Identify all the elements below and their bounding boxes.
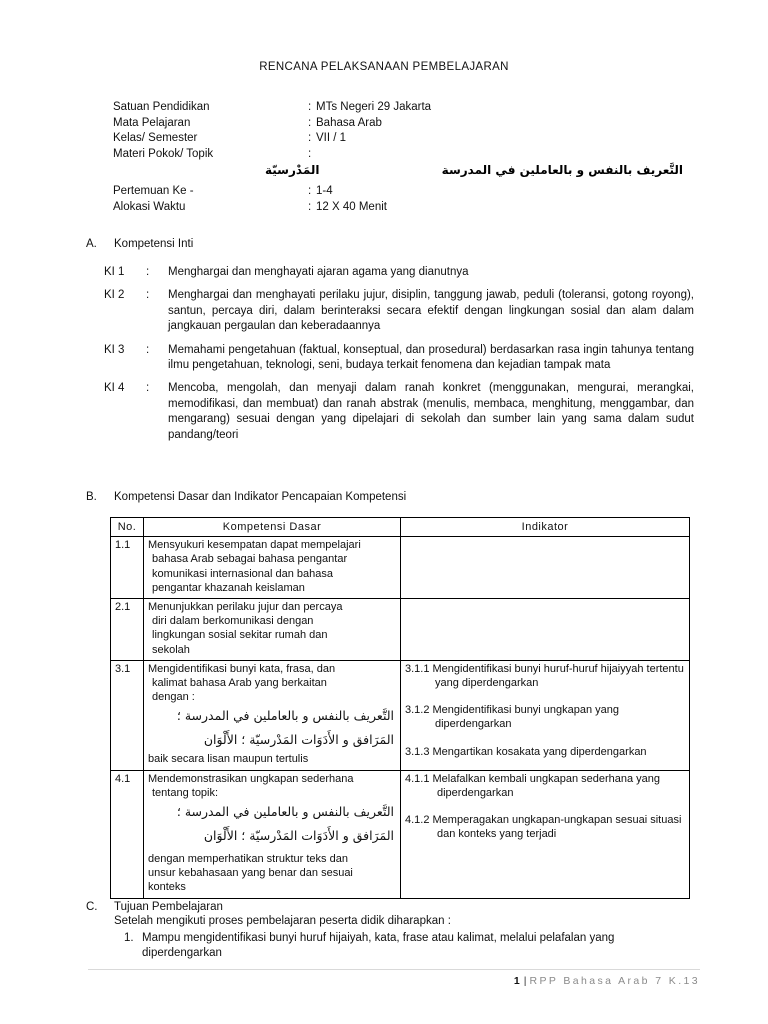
ki-colon: : (146, 289, 150, 302)
ki-code: KI 4 (104, 382, 125, 395)
kd-line: bahasa Arab sebagai bahasa pengantar (152, 553, 348, 566)
identity-value: VII / 1 (316, 132, 347, 144)
footer-page-number: 1 (513, 975, 520, 987)
indicator-item: 4.1.2 Memperagakan ungkapan-ungkapan sesuai situasi dan konteks yang terjadi (405, 814, 682, 841)
identity-colon: : (308, 116, 312, 129)
section-c-heading (86, 901, 696, 913)
identity-label: Materi Pokok/ Topik (113, 147, 214, 160)
ki-item (104, 381, 694, 443)
identity-row (113, 101, 693, 117)
list-item-index: 1. (124, 931, 134, 944)
indicator-item: 4.1.1 Melafalkan kembali ungkapan sederhana yang diperdengarkan (405, 772, 661, 799)
section-a-title: Kompetensi Inti (114, 238, 194, 250)
kd-line: dengan : (152, 691, 195, 704)
cell-indikator (401, 537, 690, 599)
cell-indikator (401, 660, 690, 770)
ki-item (104, 288, 694, 334)
page-title: RENCANA PELAKSANAAN PEMBELAJARAN (259, 61, 509, 73)
ki-code: KI 1 (104, 266, 125, 278)
section-c-letter: C. (86, 901, 98, 913)
cell-no: 1.1 (111, 537, 144, 599)
footer-separator: | (523, 975, 527, 987)
section-a-heading (86, 238, 686, 250)
identity-row (113, 132, 693, 148)
identity-label: Kelas/ Semester (113, 132, 198, 144)
table-header-row (111, 518, 690, 537)
kd-arabic-line: المَرَافق و الأَدَوَات المَدْرسيّة ؛ الأَلْوَان (203, 732, 394, 748)
identity-label: Pertemuan Ke - (113, 185, 194, 197)
section-b-heading (86, 491, 686, 503)
identity-label: Satuan Pendidikan (113, 101, 210, 113)
ki-text: Mencoba, mengolah, dan menyaji dalam ranah konkret (menggunakan, mengurai, merangkai, memodifikasi, dan membuat) dan ranah abstrak (menulis, membaca, menghitung, menggambar, dan mengarang) sesuai dengan yang dipelajari di sekolah dan sumber lain yang sama dalam sudut pandang/teori (168, 382, 694, 441)
indicator-item: 3.1.1 Mengidentifikasi bunyi huruf-huruf hijaiyyah tertentu yang diperdengarkan (405, 662, 684, 690)
ki-item (104, 343, 694, 374)
identity-value: MTs Negeri 29 Jakarta (316, 101, 432, 113)
kd-line: sekolah (152, 643, 190, 656)
identity-block (113, 101, 693, 216)
cell-kompetensi-dasar (144, 660, 401, 770)
materi-pokok-arabic-row (113, 163, 693, 185)
kompetensi-dasar-table-wrap (110, 517, 690, 899)
ki-text: Menghargai dan menghayati ajaran agama yang dianutnya (168, 266, 469, 278)
identity-value: 1-4 (316, 185, 333, 197)
identity-row (113, 185, 693, 201)
kd-arabic-line: المَرَافق و الأَدَوَات المَدْرسيّة ؛ الأَلْوَان (203, 828, 394, 844)
kd-line: dengan memperhatikan struktur teks dan (148, 853, 348, 866)
kd-line: lingkungan sosial sekitar rumah dan (152, 629, 328, 642)
spacer (86, 930, 114, 962)
footer-divider (88, 969, 700, 970)
identity-row (113, 148, 693, 164)
column-header-no: No. (111, 518, 144, 537)
kd-line: diri dalam berkomunikasi dengan (152, 615, 314, 628)
indicator-item: 3.1.3 Mengartikan kosakata yang diperdengarkan (405, 745, 647, 758)
section-c-block (86, 901, 696, 962)
kd-line: baik secara lisan maupun tertulis (148, 753, 309, 766)
kd-line: Menunjukkan perilaku jujur dan percaya (148, 601, 343, 614)
ki-text: Menghargai dan menghayati perilaku jujur, disiplin, tanggung jawab, peduli (toleransi, gotong royong), santun, percaya diri, dalam berinteraksi secara efektif dengan lingkungan sosial dan alam dalam jangkauan pergaulan dan keberadaannya (168, 289, 694, 333)
kd-line: komunikasi internasional dan bahasa (152, 567, 334, 580)
cell-indikator (401, 770, 690, 898)
identity-value: 12 X 40 Menit (316, 200, 387, 213)
kompetensi-inti-list (104, 265, 694, 451)
ki-code: KI 2 (104, 289, 125, 302)
ki-code: KI 3 (104, 343, 125, 356)
cell-no: 4.1 (111, 770, 144, 898)
identity-value: Bahasa Arab (316, 116, 382, 129)
kd-line: Mensyukuri kesempatan dapat mempelajari (148, 539, 361, 552)
identity-colon: : (308, 147, 312, 160)
section-a-letter: A. (86, 238, 97, 250)
kd-line: kalimat bahasa Arab yang berkaitan (152, 677, 327, 690)
kd-line: unsur kebahasaan yang benar dan sesuai (148, 867, 353, 880)
materi-pokok-arabic-left: المَدْرسيّة (265, 163, 320, 177)
cell-no: 3.1 (111, 660, 144, 770)
kd-line: pengantar khazanah keislaman (152, 581, 305, 594)
identity-colon: : (308, 132, 312, 144)
identity-row (113, 117, 693, 133)
section-c-title: Tujuan Pembelajaran (114, 901, 223, 913)
cell-no: 2.1 (111, 599, 144, 661)
cell-kompetensi-dasar (144, 537, 401, 599)
table-row (111, 770, 690, 898)
kd-arabic-line: التَّعريف بالنفس و بالعاملين في المدرسة ؛ (176, 708, 394, 724)
ki-item (104, 265, 694, 280)
materi-pokok-arabic-right: التَّعريف بالنفس و بالعاملين في المدرسة (441, 163, 683, 177)
kd-arabic-line: التَّعريف بالنفس و بالعاملين في المدرسة ؛ (176, 804, 394, 820)
kd-line: konteks (148, 881, 186, 894)
spacer (86, 913, 114, 930)
kompetensi-dasar-table (110, 517, 690, 899)
cell-kompetensi-dasar (144, 599, 401, 661)
identity-colon: : (308, 101, 312, 113)
column-header-indikator: Indikator (401, 518, 690, 537)
ki-colon: : (146, 382, 150, 395)
table-row (111, 599, 690, 661)
section-c-item-row (86, 930, 696, 962)
column-header-kompetensi-dasar: Kompetensi Dasar (144, 518, 401, 537)
identity-colon: : (308, 185, 312, 197)
ki-colon: : (146, 343, 150, 356)
page-footer (88, 975, 700, 987)
kd-line: tentang topik: (152, 786, 219, 799)
indicator-item: 3.1.2 Mengidentifikasi bunyi ungkapan yang diperdengarkan (405, 704, 620, 731)
identity-label: Mata Pelajaran (113, 116, 191, 129)
section-c-intro-row (86, 913, 696, 930)
list-item-text: Mampu mengidentifikasi bunyi huruf hijaiyah, kata, frase atau kalimat, melalui pelafalan yang diperdengarkan (142, 931, 615, 959)
cell-kompetensi-dasar (144, 770, 401, 898)
kd-line: Mengidentifikasi bunyi kata, frasa, dan (148, 662, 336, 675)
cell-indikator (401, 599, 690, 661)
table-row (111, 537, 690, 599)
section-c-intro: Setelah mengikuti proses pembelajaran peserta didik diharapkan : (114, 915, 451, 927)
list-item (114, 931, 696, 962)
kd-line: Mendemonstrasikan ungkapan sederhana (148, 772, 354, 785)
identity-label: Alokasi Waktu (113, 200, 186, 213)
footer-text: RPP Bahasa Arab 7 K.13 (529, 975, 700, 987)
section-b-title: Kompetensi Dasar dan Indikator Pencapaian Kompetensi (114, 491, 407, 503)
identity-row (113, 201, 693, 217)
ki-text: Memahami pengetahuan (faktual, konseptual, dan prosedural) berdasarkan rasa ingin tahunya tentang ilmu pengetahuan, teknologi, seni, budaya terkait fenomena dan kejadian tampak mata (168, 343, 694, 372)
section-b-letter: B. (86, 491, 97, 503)
identity-colon: : (308, 200, 312, 213)
ki-colon: : (146, 266, 150, 278)
table-row (111, 660, 690, 770)
